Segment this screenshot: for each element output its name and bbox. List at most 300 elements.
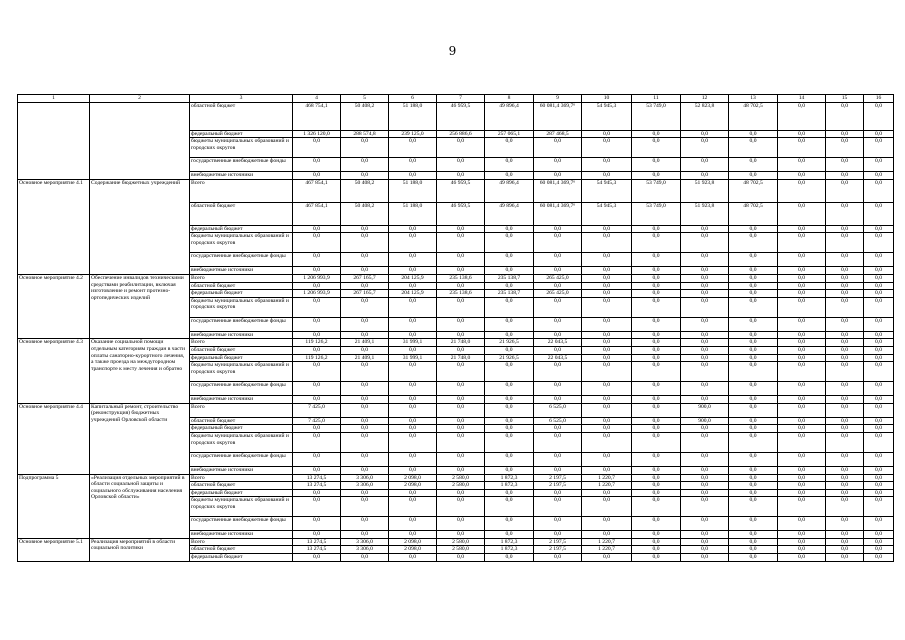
activity-code-cell: Основное мероприятие 4.1 [18,179,90,274]
amount-cell: 0,0 [485,297,534,317]
amount-cell: 0,0 [681,474,729,482]
amount-cell: 0,0 [826,517,864,531]
amount-cell: 0,0 [632,489,681,497]
amount-cell: 0,0 [437,531,485,539]
amount-cell: 0,0 [778,282,826,290]
amount-cell: 1 220,7 [582,538,632,546]
amount-cell: 0,0 [864,267,894,275]
amount-cell: 0,0 [341,331,389,339]
amount-cell: 0,0 [826,339,864,347]
table-row [18,403,894,417]
funding-source-cell: внебюджетные источники [190,466,293,474]
amount-cell: 0,0 [485,172,534,180]
amount-cell: 0,0 [632,432,681,452]
table-row [18,538,894,546]
column-number-cell: 5 [341,95,389,103]
amount-cell: 0,0 [681,331,729,339]
amount-cell: 31 999,1 [389,339,437,347]
amount-cell: 204 125,9 [389,290,437,298]
amount-cell: 0,0 [729,538,778,546]
amount-cell: 0,0 [534,331,582,339]
amount-cell: 0,0 [864,452,894,466]
amount-cell: 0,0 [632,531,681,539]
amount-cell: 0,0 [341,362,389,382]
amount-cell: 0,0 [778,290,826,298]
amount-cell: 51 923,8 [681,179,729,202]
amount-cell: 0,0 [864,130,894,138]
amount-cell: 0,0 [826,497,864,517]
amount-cell: 0,0 [826,331,864,339]
amount-cell: 6 525,0 [534,417,582,425]
column-number-cell: 11 [632,95,681,103]
amount-cell: 0,0 [826,130,864,138]
amount-cell: 0,0 [293,233,341,253]
amount-cell: 0,0 [778,317,826,331]
amount-cell: 0,0 [437,466,485,474]
amount-cell: 0,0 [826,297,864,317]
amount-cell: 0,0 [341,138,389,158]
amount-cell: 0,0 [778,202,826,225]
amount-cell: 0,0 [729,554,778,562]
amount-cell: 0,0 [632,554,681,562]
amount-cell: 235 138,6 [437,274,485,282]
amount-cell: 0,0 [826,452,864,466]
amount-cell: 0,0 [341,267,389,275]
amount-cell: 0,0 [778,354,826,362]
amount-cell: 0,0 [681,354,729,362]
amount-cell: 0,0 [437,346,485,354]
amount-cell: 54 945,3 [582,202,632,225]
amount-cell: 0,0 [778,432,826,452]
amount-cell: 0,0 [534,531,582,539]
amount-cell: 0,0 [778,474,826,482]
amount-cell: 0,0 [864,317,894,331]
amount-cell: 0,0 [582,517,632,531]
amount-cell: 0,0 [864,282,894,290]
amount-cell: 0,0 [341,297,389,317]
amount-cell: 0,0 [389,517,437,531]
amount-cell: 0,0 [778,497,826,517]
column-number-cell: 8 [485,95,534,103]
amount-cell: 0,0 [864,331,894,339]
funding-source-cell: внебюджетные источники [190,331,293,339]
amount-cell: 0,0 [437,382,485,396]
amount-cell: 0,0 [632,546,681,554]
amount-cell: 0,0 [632,396,681,404]
funding-source-cell: государственные внебюджетные фонды [190,253,293,267]
amount-cell: 0,0 [437,452,485,466]
amount-cell: 22 043,5 [534,339,582,347]
funding-source-cell: областной бюджет [190,482,293,490]
amount-cell: 0,0 [293,396,341,404]
funding-source-cell: федеральный бюджет [190,290,293,298]
amount-cell: 0,0 [582,403,632,417]
table-row [18,474,894,482]
amount-cell: 0,0 [864,290,894,298]
amount-cell: 0,0 [437,396,485,404]
amount-cell: 0,0 [582,158,632,172]
amount-cell: 0,0 [582,317,632,331]
amount-cell: 0,0 [826,225,864,233]
amount-cell: 0,0 [389,253,437,267]
amount-cell: 54 945,3 [582,179,632,202]
amount-cell: 0,0 [389,362,437,382]
funding-source-cell: областной бюджет [190,546,293,554]
amount-cell: 0,0 [582,225,632,233]
amount-cell: 0,0 [729,489,778,497]
amount-cell: 0,0 [341,225,389,233]
amount-cell: 0,0 [341,253,389,267]
amount-cell: 0,0 [341,531,389,539]
amount-cell: 0,0 [437,225,485,233]
amount-cell: 0,0 [778,554,826,562]
amount-cell: 0,0 [341,452,389,466]
funding-source-cell: федеральный бюджет [190,489,293,497]
amount-cell: 0,0 [729,417,778,425]
amount-cell: 239 125,0 [389,130,437,138]
amount-cell: 0,0 [485,382,534,396]
funding-source-cell: Всего [190,179,293,202]
amount-cell: 49 896,4 [485,179,534,202]
amount-cell: 0,0 [437,267,485,275]
column-number-cell: 15 [826,95,864,103]
amount-cell: 0,0 [582,346,632,354]
amount-cell: 0,0 [389,396,437,404]
column-number-cell: 2 [90,95,190,103]
amount-cell: 0,0 [826,179,864,202]
amount-cell: 0,0 [681,466,729,474]
amount-cell: 0,0 [864,466,894,474]
amount-cell: 235 138,7 [485,274,534,282]
amount-cell: 0,0 [778,531,826,539]
amount-cell: 0,0 [485,403,534,417]
amount-cell: 0,0 [582,417,632,425]
amount-cell: 0,0 [778,538,826,546]
amount-cell: 0,0 [582,489,632,497]
funding-source-cell: внебюджетные источники [190,531,293,539]
amount-cell: 0,0 [293,362,341,382]
amount-cell: 0,0 [293,425,341,433]
amount-cell: 0,0 [681,497,729,517]
amount-cell: 0,0 [485,466,534,474]
amount-cell: 46 959,5 [437,179,485,202]
amount-cell: 0,0 [632,452,681,466]
amount-cell: 0,0 [826,267,864,275]
amount-cell: 0,0 [437,297,485,317]
amount-cell: 0,0 [632,282,681,290]
amount-cell: 49 896,4 [485,202,534,225]
amount-cell: 0,0 [632,233,681,253]
amount-cell: 0,0 [632,317,681,331]
funding-source-cell: федеральный бюджет [190,130,293,138]
table-row [18,339,894,347]
amount-cell: 0,0 [341,425,389,433]
amount-cell: 0,0 [632,425,681,433]
amount-cell: 0,0 [534,317,582,331]
amount-cell: 0,0 [485,138,534,158]
amount-cell: 0,0 [826,282,864,290]
amount-cell: 0,0 [485,489,534,497]
amount-cell: 0,0 [729,225,778,233]
amount-cell: 46 959,5 [437,102,485,130]
amount-cell: 0,0 [389,297,437,317]
amount-cell: 0,0 [437,282,485,290]
amount-cell: 0,0 [389,172,437,180]
amount-cell: 0,0 [389,466,437,474]
amount-cell: 0,0 [729,274,778,282]
amount-cell: 0,0 [826,362,864,382]
amount-cell: 0,0 [632,290,681,298]
amount-cell: 0,0 [485,267,534,275]
amount-cell: 48 702,5 [729,102,778,130]
amount-cell: 0,0 [826,138,864,158]
amount-cell: 0,0 [632,225,681,233]
amount-cell: 50 408,2 [341,202,389,225]
amount-cell: 0,0 [729,354,778,362]
amount-cell: 0,0 [864,531,894,539]
amount-cell: 0,0 [389,432,437,452]
amount-cell: 265 425,0 [534,290,582,298]
amount-cell: 0,0 [826,432,864,452]
amount-cell: 0,0 [826,403,864,417]
amount-cell: 0,0 [778,396,826,404]
amount-cell: 0,0 [293,138,341,158]
amount-cell: 0,0 [778,267,826,275]
amount-cell: 0,0 [582,452,632,466]
amount-cell: 0,0 [864,546,894,554]
amount-cell: 0,0 [341,158,389,172]
amount-cell: 0,0 [729,362,778,382]
amount-cell: 0,0 [632,297,681,317]
amount-cell: 3 306,0 [341,482,389,490]
amount-cell: 0,0 [826,531,864,539]
amount-cell: 0,0 [681,482,729,490]
amount-cell: 0,0 [864,425,894,433]
amount-cell: 0,0 [778,179,826,202]
amount-cell: 0,0 [341,517,389,531]
amount-cell: 54 945,3 [582,102,632,130]
funding-source-cell: Всего [190,274,293,282]
funding-source-cell: Всего [190,538,293,546]
amount-cell: 0,0 [681,531,729,539]
amount-cell: 0,0 [681,554,729,562]
funding-source-cell: государственные внебюджетные фонды [190,382,293,396]
amount-cell: 0,0 [681,382,729,396]
amount-cell: 0,0 [293,554,341,562]
amount-cell: 0,0 [864,382,894,396]
amount-cell: 0,0 [582,290,632,298]
amount-cell: 0,0 [293,297,341,317]
amount-cell: 0,0 [582,554,632,562]
amount-cell: 0,0 [729,482,778,490]
amount-cell: 0,0 [485,452,534,466]
funding-source-cell: областной бюджет [190,282,293,290]
funding-source-cell: государственные внебюджетные фонды [190,317,293,331]
amount-cell: 0,0 [729,282,778,290]
amount-cell: 0,0 [485,233,534,253]
amount-cell: 0,0 [582,233,632,253]
amount-cell: 0,0 [826,489,864,497]
amount-cell: 0,0 [729,425,778,433]
amount-cell: 0,0 [437,425,485,433]
funding-source-cell: федеральный бюджет [190,225,293,233]
amount-cell: 53 749,0 [632,179,681,202]
amount-cell: 0,0 [341,172,389,180]
amount-cell: 0,0 [389,158,437,172]
funding-source-cell: внебюджетные источники [190,172,293,180]
table-row [18,274,894,282]
amount-cell: 119 126,2 [293,354,341,362]
activity-code-cell: Основное мероприятие 4.2 [18,274,90,338]
funding-source-cell: государственные внебюджетные фонды [190,517,293,531]
amount-cell: 0,0 [485,497,534,517]
amount-cell: 0,0 [729,531,778,539]
amount-cell: 0,0 [778,233,826,253]
amount-cell: 0,0 [534,282,582,290]
amount-cell: 0,0 [729,517,778,531]
column-number-cell: 16 [864,95,894,103]
amount-cell: 0,0 [485,362,534,382]
amount-cell: 0,0 [778,452,826,466]
funding-source-cell: бюджеты муниципальных образований и городских округов [190,297,293,317]
funding-source-cell: федеральный бюджет [190,425,293,433]
amount-cell: 2 197,5 [534,546,582,554]
amount-cell: 0,0 [778,138,826,158]
amount-cell: 0,0 [632,466,681,474]
amount-cell: 0,0 [534,425,582,433]
amount-cell: 2 197,5 [534,482,582,490]
funding-source-cell: бюджеты муниципальных образований и городских округов [190,497,293,517]
amount-cell: 22 043,5 [534,354,582,362]
amount-cell: 0,0 [632,354,681,362]
amount-cell: 0,0 [778,489,826,497]
amount-cell: 0,0 [778,172,826,180]
amount-cell: 0,0 [826,482,864,490]
amount-cell: 0,0 [729,452,778,466]
activity-name-cell: Оказание социальной помощи отдельным категориям граждан в части оплаты санаторно-курортного лечения, а также проезда на междугородном транспорте к месту лечения и обратно [90,339,190,403]
amount-cell: 0,0 [826,253,864,267]
amount-cell: 0,0 [729,474,778,482]
amount-cell: 53 749,0 [632,202,681,225]
amount-cell: 31 999,1 [389,354,437,362]
funding-source-cell: государственные внебюджетные фонды [190,452,293,466]
amount-cell: 0,0 [534,267,582,275]
amount-cell: 0,0 [681,138,729,158]
amount-cell: 0,0 [534,497,582,517]
amount-cell: 0,0 [389,452,437,466]
amount-cell: 0,0 [293,282,341,290]
amount-cell: 0,0 [826,317,864,331]
amount-cell: 0,0 [341,489,389,497]
amount-cell: 48 702,5 [729,202,778,225]
funding-source-cell: областной бюджет [190,102,293,130]
amount-cell: 0,0 [778,362,826,382]
column-number-cell: 7 [437,95,485,103]
amount-cell: 0,0 [864,474,894,482]
amount-cell: 0,0 [729,317,778,331]
amount-cell: 0,0 [729,130,778,138]
amount-cell: 0,0 [485,417,534,425]
column-number-cell: 6 [389,95,437,103]
funding-source-cell: областной бюджет [190,202,293,225]
column-number-cell: 3 [190,95,293,103]
amount-cell: 0,0 [864,102,894,130]
amount-cell: 1 872,3 [485,482,534,490]
activity-name-cell [90,102,190,179]
amount-cell: 0,0 [389,282,437,290]
amount-cell: 0,0 [681,233,729,253]
amount-cell: 0,0 [826,233,864,253]
amount-cell: 0,0 [582,432,632,452]
amount-cell: 49 896,4 [485,102,534,130]
amount-cell: 60 081,4 369,7⁶ [534,102,582,130]
amount-cell: 0,0 [582,362,632,382]
amount-cell: 0,0 [534,517,582,531]
amount-cell: 0,0 [437,403,485,417]
amount-cell: 0,0 [729,403,778,417]
funding-source-cell: государственные внебюджетные фонды [190,158,293,172]
amount-cell: 0,0 [729,546,778,554]
amount-cell: 0,0 [341,317,389,331]
amount-cell: 0,0 [864,497,894,517]
amount-cell: 0,0 [485,425,534,433]
amount-cell: 50 408,2 [341,102,389,130]
amount-cell: 0,0 [293,317,341,331]
amount-cell: 0,0 [681,546,729,554]
amount-cell: 267 165,7 [341,290,389,298]
amount-cell: 0,0 [534,138,582,158]
amount-cell: 0,0 [729,267,778,275]
amount-cell: 0,0 [778,225,826,233]
amount-cell: 0,0 [778,130,826,138]
amount-cell: 0,0 [826,274,864,282]
amount-cell: 0,0 [293,253,341,267]
amount-cell: 0,0 [864,274,894,282]
amount-cell: 0,0 [389,403,437,417]
amount-cell: 13 274,5 [293,482,341,490]
amount-cell: 1 220,7 [582,482,632,490]
amount-cell: 467 854,1 [293,179,341,202]
amount-cell: 21 926,5 [485,354,534,362]
amount-cell: 0,0 [293,331,341,339]
amount-cell: 0,0 [534,172,582,180]
amount-cell: 0,0 [389,317,437,331]
amount-cell: 0,0 [293,466,341,474]
amount-cell: 0,0 [778,517,826,531]
amount-cell: 0,0 [864,432,894,452]
amount-cell: 0,0 [681,253,729,267]
amount-cell: 1 326 120,0 [293,130,341,138]
amount-cell: 0,0 [778,346,826,354]
amount-cell: 0,0 [632,517,681,531]
activity-name-cell: Обеспечение инвалидов техническими средствами реабилитации, включая изготовление и ремонт протезно-ортопедических изделий [90,274,190,338]
amount-cell: 0,0 [864,482,894,490]
funding-source-cell: внебюджетные источники [190,396,293,404]
amount-cell: 0,0 [582,274,632,282]
amount-cell: 0,0 [534,554,582,562]
amount-cell: 0,0 [729,466,778,474]
amount-cell: 2 098,0 [389,474,437,482]
amount-cell: 21 748,0 [437,339,485,347]
amount-cell: 0,0 [729,432,778,452]
amount-cell: 0,0 [582,130,632,138]
column-number-cell: 9 [534,95,582,103]
amount-cell: 1 872,3 [485,474,534,482]
amount-cell: 0,0 [778,331,826,339]
amount-cell: 0,0 [632,267,681,275]
amount-cell: 0,0 [864,403,894,417]
amount-cell: 0,0 [389,138,437,158]
